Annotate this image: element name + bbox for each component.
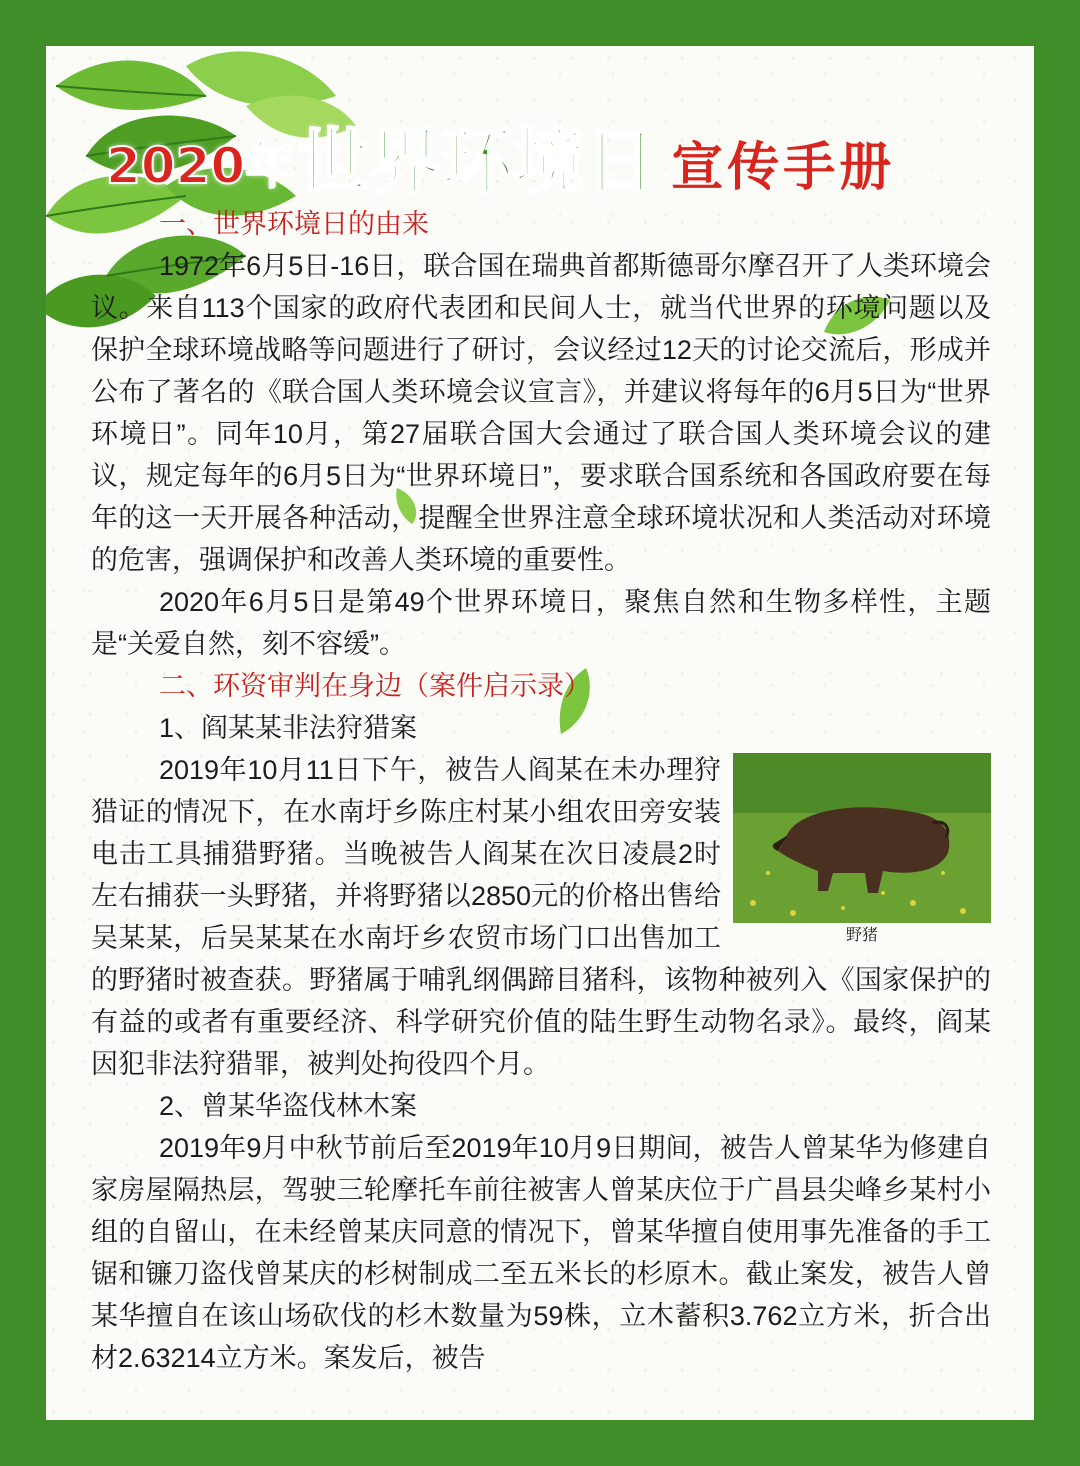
case-title-1: 1、阎某某非法狩猎案 [159,713,418,743]
brochure-title [106,108,1026,208]
boar-image [733,753,991,923]
boar-figure [733,753,991,949]
title-year: 2020年 [106,137,296,195]
case-text-2: 2019年9月中秋节前后至2019年10月9日期间，被告人曾某华为修建自家房屋隔热层，驾驶三轮摩托车前往被害人曾某庆位于广昌县尖峰乡某村小组的自留山，在未经曾某庆同意的情况下，曾某华擅自使用事先准备的手工锯和镰刀盗伐曾某庆的杉树制成二至五米长的杉原木。截止案发，被告人曾某华擅自在该山场砍伐的杉木数量为59株，立木蓄积3.762立方米，折合出材2.63214立方米。案发后，被告 [91,1133,991,1373]
section-heading-cases: 二、环资审判在身边（案件启示录） [159,671,591,701]
paragraph-origin-1: 1972年6月5日-16日，联合国在瑞典首都斯德哥尔摩召开了人类环境会议。来自113个国家的政府代表团和民间人士，就当代世界的环境问题以及保护全球环境战略等问题进行了研讨，会议经过12天的讨论交流后，形成并公布了著名的《联合国人类环境会议宣言》，并建议将每年的6月5日为“世界环境日”。同年10月，第27届联合国大会通过了联合国人类环境会议的建议，规定每年的6月5日为“世界环境日”，要求联合国系统和各国政府要在每年的这一天开展各种活动，提醒全世界注意全球环境状况和人类活动对环境的危害，强调保护和改善人类环境的重要性。 [91,251,991,575]
image-caption: 野猪 [845,927,878,944]
section-heading-origin: 一、世界环境日的由来 [159,209,429,239]
main-content [91,203,991,1379]
title-main: 世界环境日 [297,120,658,204]
case-text-1: 2019年10月11日下午，被告人阎某在未办理狩猎证的情况下，在水南圩乡陈庄村某小组农田旁安装电击工具捕猎野猪。当晚被告人阎某在次日凌晨2时左右捕获一头野猪，并将野猪以2850元的价格出售给吴某某，后吴某某在水南圩乡农贸市场门口出售加工的野猪时被查获。野猪属于哺乳纲偶蹄目猪科，该物种被列入《国家保护的有益的或者有重要经济、科学研究价值的陆生野生动物名录》。最终，阎某因犯非法狩猎罪，被判处拘役四个月。 [91,755,991,1079]
case-title-2: 2、曾某华盗伐林木案 [159,1091,418,1121]
paragraph-origin-2: 2020年6月5日是第49个世界环境日，聚焦自然和生物多样性，主题是“关爱自然，刻不容缓”。 [91,587,991,659]
title-sub: 宣传手册 [671,138,896,198]
